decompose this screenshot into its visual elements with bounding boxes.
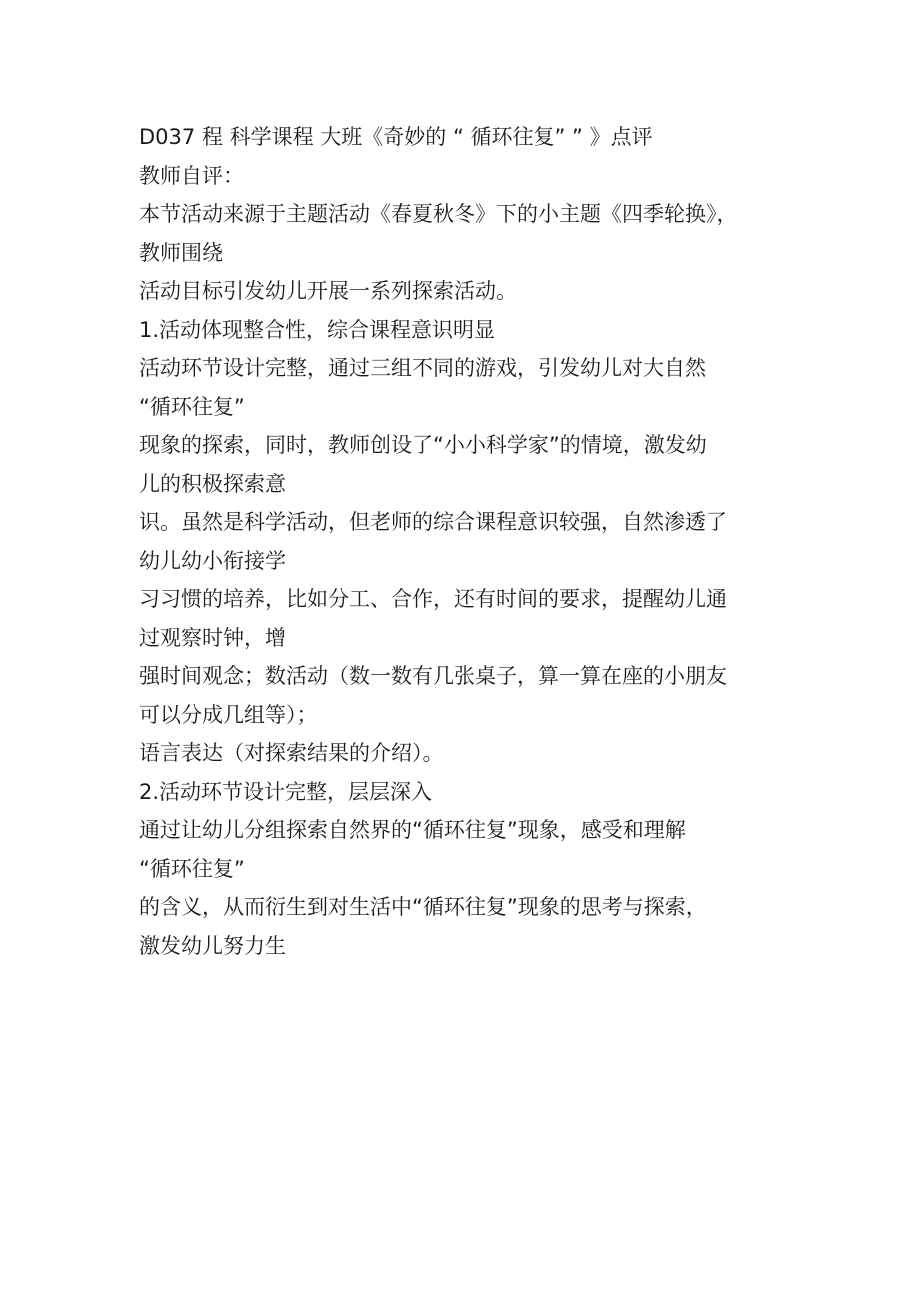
paragraph-line: 现象的探索，同时，教师创设了“小小科学家”的情境，激发幼 <box>139 433 707 457</box>
paragraph-line: 强时间观念；数活动（数一数有几张桌子，算一算在座的小朋友 <box>139 664 727 688</box>
paragraph-line: 识。虽然是科学活动，但老师的综合课程意识较强，自然渗透了 <box>139 510 727 534</box>
paragraph-line: 教师围绕 <box>139 240 223 265</box>
paragraph-line: 激发幼儿努力生 <box>139 933 286 958</box>
section-heading: 教师自评： <box>139 163 244 188</box>
numbered-heading: 2.活动环节设计完整，层层深入 <box>139 779 433 804</box>
paragraph-line: 语言表达（对探索结果的介绍）。 <box>139 741 444 765</box>
paragraph-line: 习习惯的培养，比如分工、合作，还有时间的要求，提醒幼儿通 <box>139 587 727 611</box>
numbered-heading: 1.活动体现整合性，综合课程意识明显 <box>139 317 496 342</box>
paragraph-line: 儿的积极探索意 <box>139 471 286 496</box>
document-title: D037 程 科学课程 大班《奇妙的 “ 循环往复” ” 》点评 <box>139 125 653 149</box>
paragraph-line: “循环往复” <box>139 394 245 419</box>
paragraph-line: 活动环节设计完整，通过三组不同的游戏，引发幼儿对大自然 <box>139 356 706 380</box>
paragraph-line: 的含义，从而衍生到对生活中“循环往复”现象的思考与探索， <box>139 895 707 919</box>
document-body <box>139 118 799 965</box>
paragraph-line: 通过让幼儿分组探索自然界的“循环往复”现象，感受和理解 <box>139 818 686 842</box>
paragraph-line: 幼儿幼小衔接学 <box>139 548 286 573</box>
paragraph-line: “循环往复” <box>139 856 245 881</box>
paragraph-line: 过观察时钟，增 <box>139 625 286 650</box>
paragraph-line: 可以分成几组等）； <box>139 702 318 727</box>
paragraph-line: 活动目标引发幼儿开展一系列探索活动。 <box>139 279 517 303</box>
paragraph-line: 本节活动来源于主题活动《春夏秋冬》下的小主题《四季轮换》， <box>139 202 738 226</box>
